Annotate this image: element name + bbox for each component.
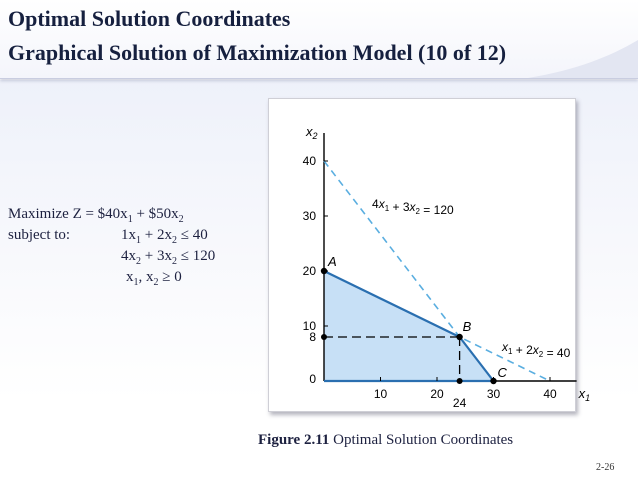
subject-to-label: subject to: (8, 227, 71, 243)
y-tick-label: 10 (302, 319, 316, 333)
figure-panel (268, 98, 591, 412)
slide-title: Optimal Solution Coordinates (8, 6, 291, 31)
y-extra-tick-label: 8 (309, 330, 316, 344)
y-axis-label: $x_2$ (306, 124, 318, 141)
objective-function: Maximize $Z = \$40x_1$ + $\$50x_2$ (8, 206, 184, 225)
axis-point-x24 (457, 378, 463, 384)
corner-point-label-a: A (328, 254, 337, 269)
title-bar (0, 0, 638, 79)
axis-point-y8 (321, 334, 327, 340)
x-extra-tick-label: 24 (452, 396, 467, 410)
y-tick-label: 20 (302, 264, 316, 278)
corner-point-label-b: B (462, 319, 472, 334)
corner-point-label-c: C (497, 365, 507, 380)
y-tick-label: 30 (302, 209, 316, 223)
x-axis-label: $x_1$ (578, 386, 591, 403)
corner-point-a (321, 268, 327, 274)
corner-point-c (490, 378, 496, 384)
x-tick-label: 40 (543, 387, 557, 401)
constraint-label-1: $4x_1 + 3x_2 = 120$ (372, 196, 454, 217)
corner-point-b (456, 334, 462, 340)
y-tick-label: 40 (302, 154, 316, 168)
slide-number: 2-26 (596, 462, 615, 473)
x-tick-label: 20 (430, 387, 444, 401)
title-swoosh-decoration (518, 0, 638, 78)
x-tick-label: 10 (373, 387, 388, 401)
lp-model (8, 204, 216, 288)
constraint-label-2: $x_1 + 2x_2 = 40$ (501, 339, 571, 360)
constraint-2: $4x_2 + 3x_2 \le 120$ (121, 248, 216, 267)
origin-label: 0 (309, 372, 316, 386)
optimal-solution-chart (269, 99, 591, 411)
figure-caption: Figure 2.11 Optimal Solution Coordinates (258, 432, 514, 448)
slide-subtitle: Graphical Solution of Maximization Model (10 of 12) (8, 40, 507, 65)
constraint-nonnegativity: $x_1$, $x_2 \ge 0$ (126, 269, 182, 288)
constraint-1: subject to: $1x_1 + 2x_2 \le 40$ (8, 227, 208, 246)
x-tick-label: 30 (486, 387, 501, 401)
